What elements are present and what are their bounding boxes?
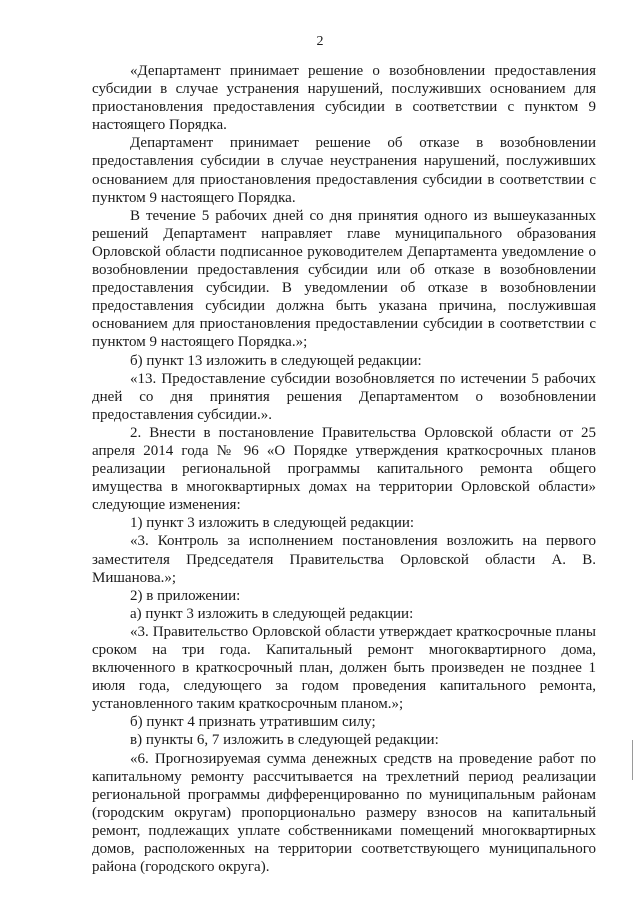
document-body (92, 62, 596, 876)
paragraph: 2) в приложении: (130, 587, 241, 604)
paragraph: 1) пункт 3 изложить в следующей редакции: (130, 515, 415, 532)
paragraph: Департамент принимает решение об отказе в возобновлении предоставления субсидии в случае неустранения нарушений, послуживших основанием для приостановления предоставления субсидии в соответствии с пунктом 9 настоящего Порядка. (92, 135, 596, 206)
paragraph: а) пункт 3 изложить в следующей редакции: (130, 605, 414, 622)
paragraph: б) пункт 4 признать утратившим силу; (130, 714, 376, 731)
paragraph: В течение 5 рабочих дней со дня принятия одного из вышеуказанных решений Департамент направляет главе муниципального образования Орловской области подписанное руководителем Департамента уведомление о возобновлении предоставления субсидии или об отказе в возобновлении предоставления субсидии. В уведомлении об отказе в возобновлении предоставления субсидии должна быть указана причина, послужившая основанием для приостановления предоставлении субсидии в соответствии с пунктом 9 настоящего Порядка.»; (92, 207, 596, 351)
scan-edge-mark (632, 740, 633, 780)
paragraph: «13. Предоставление субсидии возобновляется по истечении 5 рабочих дней со дня принятия решения Департаментом о возобновлении предоставления субсидии.». (92, 370, 596, 423)
paragraph: «6. Прогнозируемая сумма денежных средств на проведение работ по капитальному ремонту рассчитывается на трехлетний период реализации региональной программы дифференцированно по муниципальным районам (городским округам) пропорционально размеру взносов на капитальный ремонт, подлежащих уплате собственниками помещений многоквартирных домов, расположенных на территории соответствующего муниципального района (городского округа). (92, 750, 596, 876)
paragraph: 2. Внести в постановление Правительства Орловской области от 25 апреля 2014 года № 96 «О Порядке утверждения краткосрочных планов реализации региональной программы капитального ремонта общего имущества в многоквартирных домах на территории Орловской области» следующие изменения: (92, 424, 596, 514)
paragraph: в) пункты 6, 7 изложить в следующей редакции: (130, 732, 439, 749)
paragraph: «3. Правительство Орловской области утверждает краткосрочные планы сроком на три года. Капитальный ремонт многоквартирного дома, включенного в краткосрочный план, должен быть произведен не позднее 1 июля года, следующего за годом проведения капитального ремонта, установленного таким краткосрочным планом.»; (92, 623, 596, 713)
page-number: 2 (316, 34, 324, 49)
paragraph: б) пункт 13 изложить в следующей редакции: (130, 352, 422, 369)
paragraph: «3. Контроль за исполнением постановления возложить на первого заместителя Председателя Правительства Орловской области А. В. Мишанова.»; (92, 533, 596, 586)
paragraph: «Департамент принимает решение о возобновлении предоставления субсидии в случае устранения нарушений, послуживших основанием для приостановления предоставления субсидии в соответствии с пунктом 9 настоящего Порядка. (92, 63, 596, 134)
